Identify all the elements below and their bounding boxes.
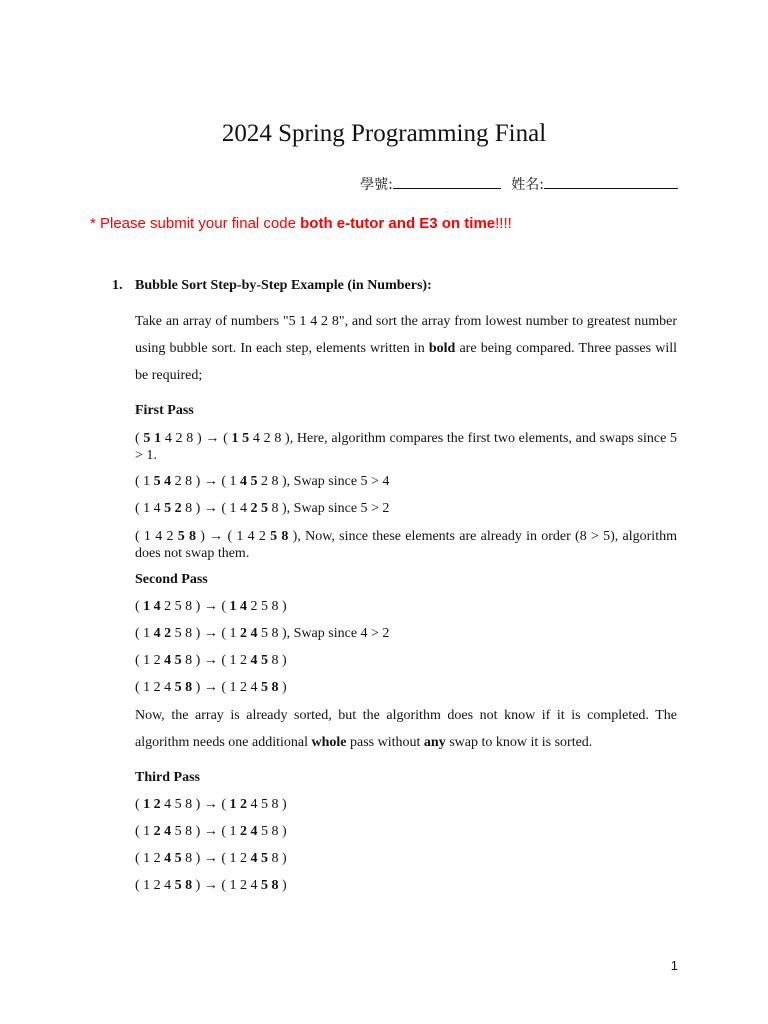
step-bold: 5 1	[143, 431, 162, 446]
note-bold: whole	[311, 735, 347, 750]
step-bold: 1 2	[143, 797, 161, 812]
step-bold: 2 5	[250, 501, 268, 516]
step-bold: 5 8	[174, 680, 193, 695]
step-text: ( 1	[135, 824, 154, 839]
step-text: (	[135, 797, 144, 812]
name-label: 姓名:	[511, 177, 544, 193]
second-pass-label: Second Pass	[135, 572, 208, 587]
third-pass-step-2	[135, 822, 287, 842]
third-pass-step-1	[135, 795, 287, 815]
step-bold: 5 8	[261, 680, 279, 695]
step-bold: 1 4	[229, 599, 247, 614]
step-bold: 4 5	[240, 474, 258, 489]
step-text: 2 5 8 ) → (	[160, 599, 230, 614]
step-text: 8 ) → ( 1 4	[181, 501, 251, 516]
step-text: )	[278, 878, 287, 893]
intro-bold: bold	[428, 341, 456, 356]
second-pass-step-4	[135, 678, 287, 698]
step-bold: 5 8	[177, 529, 196, 544]
step-text: 2 5 8 )	[247, 599, 287, 614]
note-text: pass without	[346, 735, 424, 750]
intro-paragraph	[135, 308, 677, 389]
step-text: 5 8 )	[257, 824, 287, 839]
student-id-label: 學號:	[360, 177, 393, 193]
step-text: 8 )	[268, 653, 287, 668]
submission-notice	[90, 214, 512, 234]
step-text: ) → ( 1 2 4	[192, 878, 261, 893]
step-bold: 5 4	[153, 474, 172, 489]
step-text: 4 5 8 ) → (	[160, 797, 230, 812]
notice-prefix: * Please submit your final code	[90, 215, 301, 232]
step-text: 4 2 8 ) → (	[161, 431, 232, 446]
first-pass-step-1	[135, 430, 677, 464]
step-text: ( 1 2 4	[135, 878, 175, 893]
second-pass-step-2	[135, 624, 389, 644]
third-pass-step-4	[135, 876, 287, 896]
step-text: 2 8 ), Swap since 5 > 4	[257, 474, 390, 489]
second-pass-note	[135, 702, 677, 756]
step-bold: 4 5	[164, 851, 182, 866]
step-bold: 5 8	[261, 878, 279, 893]
first-pass-step-3	[135, 499, 389, 519]
note-text: swap to know it is sorted.	[445, 735, 593, 750]
step-text: 5 8 ) → ( 1	[171, 824, 240, 839]
step-text: 2 8 ) → ( 1	[171, 474, 240, 489]
step-text: ( 1 4	[135, 501, 165, 516]
first-pass-step-2	[135, 472, 389, 492]
step-bold: 4 5	[250, 653, 268, 668]
step-text: (	[135, 431, 144, 446]
step-bold: 5 2	[164, 501, 182, 516]
step-text: 5 8 ) → ( 1	[171, 626, 240, 641]
student-id-blank	[393, 174, 501, 189]
step-text: ( 1	[135, 474, 154, 489]
notice-suffix: !!!!	[495, 215, 512, 232]
step-bold: 1 2	[229, 797, 247, 812]
first-pass-label: First Pass	[135, 403, 194, 418]
student-info-line	[360, 174, 678, 195]
step-text: ( 1	[135, 626, 154, 641]
step-text: ) → ( 1 4 2	[195, 529, 271, 544]
step-bold: 1 5	[231, 431, 250, 446]
note-text: Now, the array is already sorted, but the algorithm does not know if it is completed. The algorithm needs one additional	[135, 708, 677, 750]
step-text: ( 1 4 2	[135, 529, 178, 544]
name-blank	[544, 174, 678, 189]
step-text: 4 2 8 ), Here, algorithm compares the first two elements, and swaps since 5 > 1.	[135, 431, 678, 463]
question-heading	[112, 276, 432, 296]
step-text: ( 1 2	[135, 653, 165, 668]
intro-text-1: Take an array of numbers "5 1 4 2 8", and sort the array from lowest number to greatest number using bubble sort. In each step, elements written in	[135, 314, 677, 356]
note-bold: any	[423, 735, 446, 750]
step-text: 8 )	[268, 851, 287, 866]
step-text: 4 5 8 )	[247, 797, 287, 812]
step-bold: 5 8	[270, 529, 289, 544]
step-bold: 4 5	[250, 851, 268, 866]
step-bold: 5 8	[174, 878, 193, 893]
step-text: ( 1 2 4	[135, 680, 175, 695]
step-bold: 4 5	[164, 653, 182, 668]
question-title: Bubble Sort Step-by-Step Example (in Numbers):	[135, 278, 432, 293]
step-text: (	[135, 599, 144, 614]
step-bold: 2 4	[153, 824, 172, 839]
step-text: 5 8 ), Swap since 4 > 2	[257, 626, 390, 641]
second-pass-step-1	[135, 597, 287, 617]
step-text: ) → ( 1 2 4	[192, 680, 261, 695]
step-text: 8 ), Swap since 5 > 2	[268, 501, 390, 516]
page-title: 2024 Spring Programming Final	[221, 120, 547, 147]
step-text: 8 ) → ( 1 2	[181, 851, 251, 866]
step-bold: 4 2	[153, 626, 172, 641]
step-bold: 2 4	[240, 626, 258, 641]
step-text: ), Now, since these elements are already in order (8 > 5), algorithm does not swap them.	[135, 529, 677, 561]
intro-text-2: are being compared. Three passes will be required;	[135, 341, 677, 383]
page-number: 1	[670, 958, 678, 973]
notice-emphasis: both e-tutor and E3 on time	[300, 215, 496, 232]
step-bold: 2 4	[240, 824, 258, 839]
third-pass-label: Third Pass	[135, 770, 200, 785]
first-pass-step-4	[135, 528, 677, 562]
step-bold: 1 4	[143, 599, 161, 614]
question-number: 1.	[112, 278, 123, 293]
step-text: )	[278, 680, 287, 695]
step-text: 8 ) → ( 1 2	[181, 653, 251, 668]
third-pass-step-3	[135, 849, 287, 869]
second-pass-step-3	[135, 651, 287, 671]
step-text: ( 1 2	[135, 851, 165, 866]
